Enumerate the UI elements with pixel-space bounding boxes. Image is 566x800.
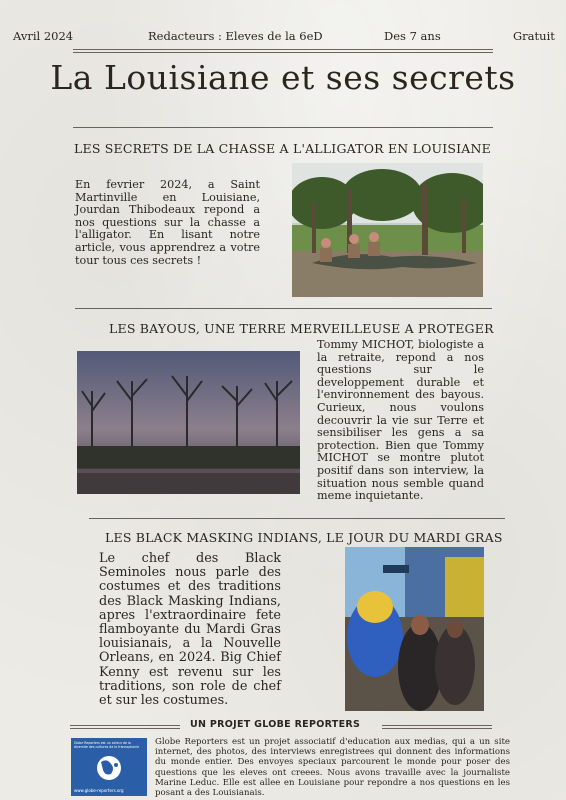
article-3-heading: LES BLACK MASKING INDIANS, LE JOUR DU MARDI GRAS	[105, 530, 503, 545]
header-rule-top-2	[73, 52, 493, 53]
title-rule	[73, 127, 493, 128]
logo-caption: Globe Reporters est un acteur de la diversite des cultures de la francophonie	[74, 741, 140, 749]
issue-date: Avril 2024	[13, 29, 74, 43]
article-1-heading: LES SECRETS DE LA CHASSE A L'ALLIGATOR EN LOUISIANE	[74, 141, 491, 156]
mardi-gras-photo	[345, 547, 484, 711]
bayou-photo-image	[77, 351, 300, 494]
article-1-rule	[75, 308, 492, 309]
alligator-photo-image	[292, 163, 483, 297]
alligator-photo	[292, 163, 483, 297]
editors-line: Redacteurs : Eleves de la 6eD	[148, 29, 323, 43]
article-2-text: Tommy MICHOT, biologiste a la retraite, repond a nos questions sur le developpement durable et l'environnement des bayous. Curieux, nous voulons decouvrir la vie sur Terre et sensibiliser les gens a sa protection. Bien que Tommy MICHOT se montre plutot positif dans son interview, la situation nous semble quand meme inquietante.	[317, 338, 484, 503]
logo-url: www.globe-reporters.org	[74, 788, 124, 793]
article-1-text: En fevrier 2024, a Saint Martinville en Louisiane, Jourdan Thibodeaux repond a nos questions sur la chasse a l'alligator. En lisant notre article, vous apprendrez a votre tour tous ces secrets !	[75, 178, 260, 267]
footer-heading: UN PROJET GLOBE REPORTERS	[190, 719, 361, 730]
header-rule-top	[73, 49, 493, 50]
footer-rule-left	[70, 725, 180, 726]
footer-rule-right-2	[382, 728, 492, 729]
globe-reporters-logo[interactable]	[71, 738, 147, 796]
article-2-rule	[89, 518, 505, 519]
article-3-text: Le chef des Black Seminoles nous parle des costumes et des traditions des Black Masking Indians, apres l'extraordinaire fete flamboyante du Mardi Gras louisianais, a la Nouvelle Orleans, en 2024. Big Chief Kenny est revenu sur les traditions, son role de chef et sur les costumes.	[99, 551, 281, 709]
age-line: Des 7 ans	[384, 29, 441, 43]
page-title: La Louisiane et ses secrets	[50, 58, 516, 97]
bayou-photo	[77, 351, 300, 494]
article-2-heading: LES BAYOUS, UNE TERRE MERVEILLEUSE A PROTEGER	[109, 321, 494, 336]
footer-text: Globe Reporters est un projet associatif d'education aux medias, qui a un site internet, des photos, des interviews enregistrees qui donnent des informations du monde entier. Des envoyes speciaux parcourent le monde pour poser des questions que les eleves ont creees. Nous avons travaille avec la journaliste Marine Leduc. Elle est allee en Louisiane pour repondre a nos questions en les posant a des Louisianais.	[155, 737, 510, 799]
footer-rule-right	[382, 725, 492, 726]
footer-rule-left-2	[70, 728, 180, 729]
price-line: Gratuit	[513, 29, 555, 43]
mardi-gras-photo-image	[345, 547, 484, 711]
